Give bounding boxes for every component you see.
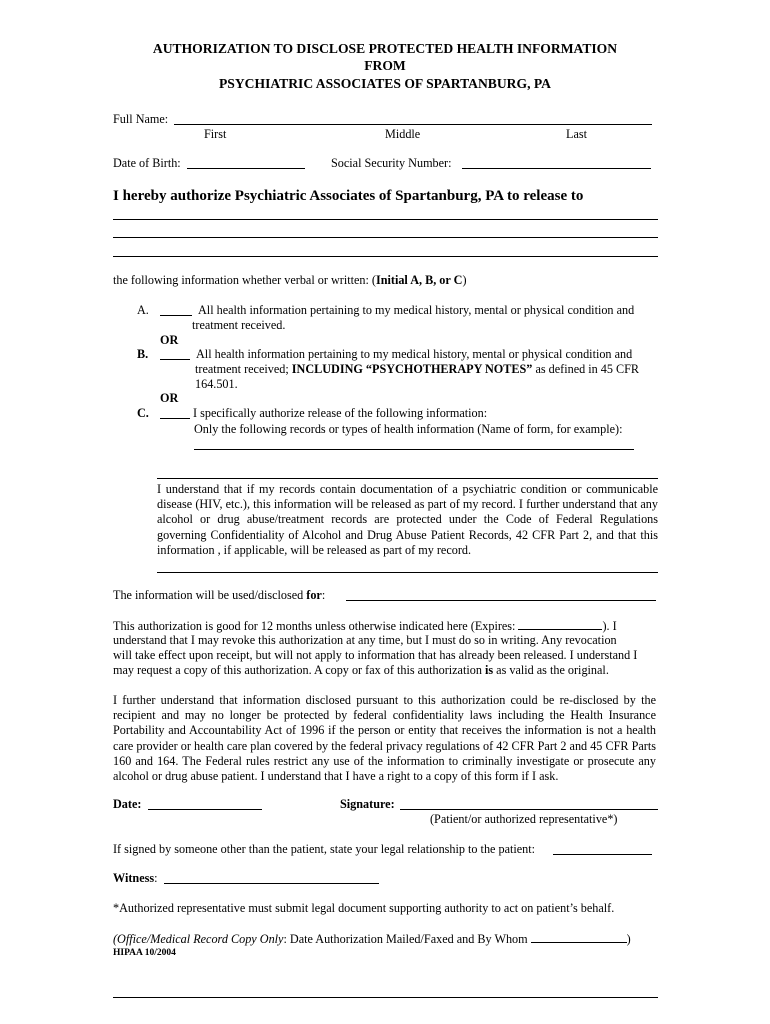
info-intro-initials: Initial A, B, or C <box>375 273 463 287</box>
records-type-field[interactable] <box>194 449 634 450</box>
office-copy-colon: : <box>283 932 287 946</box>
form-title-line1: AUTHORIZATION TO DISCLOSE PROTECTED HEALTH INFORMATION <box>152 41 618 56</box>
full-name-label: Full Name: <box>113 112 169 126</box>
option-b-line2-text: treatment received; <box>195 362 292 376</box>
date-row: Date: <box>113 797 142 811</box>
office-copy-italic: (Office/Medical Record Copy Only <box>113 932 284 946</box>
mailed-by-field[interactable] <box>531 931 627 943</box>
expiry-date-field[interactable] <box>518 618 602 630</box>
signature-field[interactable] <box>400 809 658 810</box>
witness-label: Witness <box>113 871 155 885</box>
first-name-caption: First <box>204 127 227 141</box>
witness-row: Witness: <box>113 871 158 885</box>
option-b-line2-tail: as defined in 45 CFR <box>532 362 640 376</box>
psychotherapy-notes-clause: INCLUDING “PSYCHOTHERAPY NOTES” <box>291 362 533 376</box>
option-b-initial-field[interactable] <box>160 359 190 360</box>
option-b-line2 <box>195 362 639 377</box>
option-b-line3: 164.501. <box>195 377 238 391</box>
option-a-initial-field[interactable] <box>160 315 192 316</box>
option-c-line1: I specifically authorize release of the following information: <box>193 406 488 420</box>
option-c-letter: C. <box>137 406 149 420</box>
office-copy-close: ) <box>626 932 631 946</box>
date-field[interactable] <box>148 809 262 810</box>
redisclosure-paragraph: I further understand that information disclosed pursuant to this authorization could be re-disclosed by the recipient and may no longer be protected by federal confidentiality laws including the Health Insurance Portability and Accountability Act of 1996 if the person or entity that receives the information is not a health care provider or health care plan covered by the federal privacy regulations of 42 CFR Part 2 and 45 CFR Parts 160 and 164. The Federal rules restrict any use of the information to criminally investigate or prosecute any alcohol or drug abuse patient. I understand that I have a right to a copy of this form if I ask. <box>113 693 656 784</box>
relationship-field[interactable] <box>553 854 652 855</box>
expiry-line2: understand that I may revoke this authorization at any time, but I must do so in writing. Any revocation <box>113 633 617 647</box>
full-name-field[interactable] <box>174 124 652 125</box>
recipient-line-1[interactable] <box>113 219 658 220</box>
page-bottom-rule <box>113 997 658 998</box>
recipient-line-2[interactable] <box>113 237 658 238</box>
notice-bottom-rule <box>157 572 658 573</box>
expiry-line1 <box>113 618 617 634</box>
witness-field[interactable] <box>164 883 379 884</box>
last-name-caption: Last <box>566 127 587 141</box>
option-b-letter: B. <box>137 347 149 361</box>
date-label: Date <box>113 797 138 811</box>
authorize-heading: I hereby authorize Psychiatric Associates of Spartanburg, PA to release to <box>113 188 584 204</box>
purpose-row <box>113 588 325 603</box>
signature-row: Signature: <box>340 797 395 811</box>
ssn-field[interactable] <box>462 168 651 169</box>
option-b-line1: All health information pertaining to my medical history, mental or physical condition and <box>196 347 633 361</box>
option-a-letter: A. <box>137 303 149 317</box>
form-title-line3: PSYCHIATRIC ASSOCIATES OF SPARTANBURG, PA <box>219 76 551 91</box>
expiry-line4-is: is <box>484 663 494 677</box>
relationship-label: If signed by someone other than the patient, state your legal relationship to the patient: <box>113 842 536 856</box>
expiry-line4-text: may request a copy of this authorization. A copy or fax of this authorization <box>113 663 485 677</box>
psychiatric-notice: I understand that if my records contain documentation of a psychiatric condition or communicable disease (HIV, etc.), this information will be released as part of my record. I further understand that any alcohol or drug abuse/treatment records are protected under the Code of Federal Regulations governing Confidentiality of Alcohol and Drug Abuse Patient Records, 42 CFR Part 2, and that this information , if applicable, will be released as part of my record. <box>157 482 658 557</box>
info-intro <box>113 273 467 288</box>
expiry-close: ). I <box>602 619 617 633</box>
option-c-initial-field[interactable] <box>160 418 190 419</box>
expiry-line3: will take effect upon receipt, but will not apply to information that has already been released. I understand I <box>113 648 638 662</box>
dob-label: Date of Birth: <box>113 156 181 170</box>
ssn-label: Social Security Number: <box>331 156 452 170</box>
form-version-code: HIPAA 10/2004 <box>113 948 176 958</box>
signature-label: Signature <box>340 797 391 811</box>
purpose-label-for: for <box>306 588 322 602</box>
signature-caption: (Patient/or authorized representative*) <box>430 812 618 826</box>
representative-note: *Authorized representative must submit legal document supporting authority to act on patient’s behalf. <box>113 901 615 915</box>
full-name-row <box>113 112 168 127</box>
option-a-line2: treatment received. <box>192 318 286 332</box>
purpose-colon: : <box>321 588 326 602</box>
info-intro-close: ) <box>462 273 467 287</box>
or-separator-1: OR <box>160 333 179 347</box>
expiry-line4 <box>113 663 609 678</box>
or-separator-2: OR <box>160 391 179 405</box>
purpose-label: The information will be used/disclosed <box>113 588 307 602</box>
expiry-line4-tail: as valid as the original. <box>493 663 609 677</box>
option-c-line2: Only the following records or types of health information (Name of form, for example): <box>194 422 623 436</box>
dob-field[interactable] <box>187 168 305 169</box>
office-copy-text: Date Authorization Mailed/Faxed and By Whom <box>286 932 531 946</box>
option-a-line1: All health information pertaining to my medical history, mental or physical condition and <box>198 303 635 317</box>
form-title-line2: FROM <box>364 58 406 73</box>
purpose-field[interactable] <box>346 600 656 601</box>
recipient-line-3[interactable] <box>113 256 658 257</box>
middle-name-caption: Middle <box>385 127 421 141</box>
notice-top-rule <box>157 478 658 479</box>
expiry-text: This authorization is good for 12 months unless otherwise indicated here (Expires: <box>113 619 519 633</box>
info-intro-text: the following information whether verbal or written: ( <box>113 273 376 287</box>
office-copy-row <box>113 931 631 947</box>
